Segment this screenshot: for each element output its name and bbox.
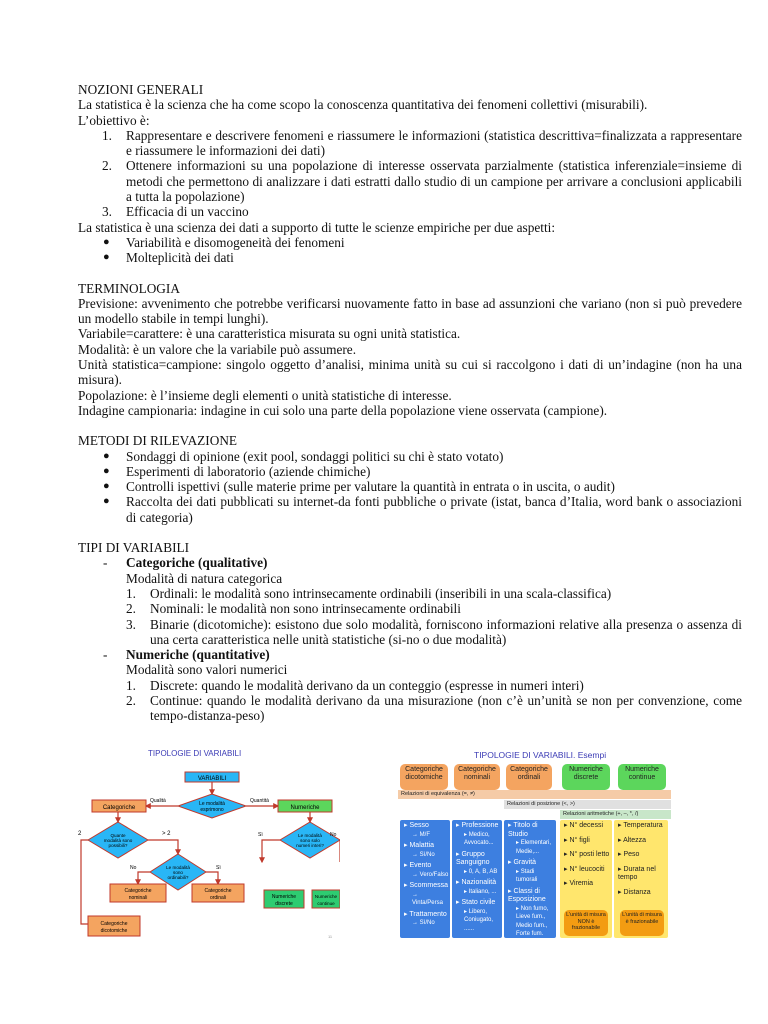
example-item: ▸ Distanza	[618, 888, 651, 896]
numeriche-item: 1. Discrete: quando le modalità derivano da un conteggio (espresse in numeri interi)	[126, 677, 584, 693]
heading-terminologia: TERMINOLOGIA	[78, 280, 180, 296]
flow-num-discrete-2: discrete	[275, 901, 293, 907]
heading-nozioni: NOZIONI GENERALI	[78, 82, 204, 97]
term-line: Modalità: è un valore che la variabile può assumere.	[78, 341, 357, 357]
flow-cat-ordinali-2: ordinali	[209, 895, 227, 901]
figures-area	[78, 742, 742, 942]
flow-num-continue-2: continue	[317, 901, 335, 906]
relation-equivalenza: Relazioni di equivalenza (=, ≠)	[398, 790, 671, 799]
flow-interi-1: Le modalità	[298, 833, 322, 838]
flow-cat-dicotomiche-1: Categoriche	[100, 921, 128, 927]
flow-gt2: > 2	[162, 831, 171, 837]
flow-ordinabili-1: Le modalità	[166, 865, 190, 870]
flow-num-discrete-1: Numeriche	[271, 894, 297, 900]
example-item: ▸ Peso	[618, 851, 640, 858]
example-item: ▸ Durata nel tempo	[618, 865, 656, 881]
example-item: ▸ Professione ▸ Medico, Avvocato...	[456, 822, 499, 846]
example-item: ▸ N° posti letto	[564, 851, 610, 858]
dash-item-categoriche: - Categoriche (qualitative)	[103, 555, 268, 571]
flowchart-title: TIPOLOGIE DI VARIABILI	[148, 749, 242, 758]
note-discrete: L’unità di misura NON è frazionabile	[564, 910, 608, 936]
flow-ordinabili-2: sono	[173, 870, 183, 875]
flow-quante-3: possibili?	[108, 843, 128, 848]
flow-categoriche: Categoriche	[102, 805, 136, 811]
bullet-item: ● Molteplicità dei dati	[103, 250, 234, 266]
head-ordinali: Categoriche ordinali	[506, 764, 552, 790]
flow-cat-nominali-2: nominali	[128, 895, 148, 901]
flow-esprimono-2: esprimono	[200, 807, 224, 813]
flow-variabili: VARIABILI	[197, 776, 227, 782]
example-item: ▸ Viremia	[564, 880, 594, 887]
categoriche-item: 2. Nominali: le modalità non sono intrinsecamente ordinabili	[126, 601, 461, 617]
flow-page-number: 11	[328, 934, 333, 939]
bullet-item: ● Controlli ispettivi (sulle materie prime per valutare la quantità in entrata o in uscita, o audit)	[103, 479, 615, 495]
categoriche-item: 3. Binarie (dicotomiche): esistono due solo modalità, forniscono informazioni relative alla presenza o assenza di una certa caratteristica nelle unità statistiche (si-no o due modalità)	[126, 616, 742, 647]
flow-cat-dicotomiche-2: dicotomiche	[100, 928, 128, 934]
example-item: ▸ N° figli	[564, 836, 590, 844]
example-item: ▸ Scommessa → Vinta/Persa	[404, 882, 448, 906]
objective-item: 2. Ottenere informazioni su una popolazione di interesse osservata parzialmente (statistica inferenziale=insieme di metodi che permettono di analizzare i dati estratti dallo studio di un campione per arrivare a conclusioni applicabili a tutta la popolazione)	[102, 158, 742, 205]
example-item: ▸ Nazionalità ▸ Italiano, ...	[456, 879, 497, 895]
flow-two: 2	[78, 831, 82, 837]
example-item: ▸ Titolo di Studio ▸ Elementari, Medie,...	[508, 822, 552, 855]
heading-tipi: TIPI DI VARIABILI	[78, 540, 190, 556]
example-item: ▸ N° decessi	[564, 822, 604, 829]
flow-quante-1: Quante	[110, 833, 126, 838]
example-item: ▸ Classi di Esposizione ▸ Non fumo, Lieve fum., Medio fum., Forte fum.	[508, 887, 549, 937]
term-line: Unità statistica=campione: singolo oggetto d’analisi, minima unità su cui si raccolgono i dati di un’indagine (non ha una misura).	[78, 357, 742, 388]
examples-col-2	[456, 822, 502, 936]
example-item: ▸ Trattamento → Sì/No	[404, 910, 447, 926]
head-continue: Numeriche continue	[618, 764, 666, 790]
example-item: ▸ Gruppo Sanguigno ▸ 0, A, B, AB	[456, 850, 498, 875]
examples-col-3	[508, 822, 556, 942]
flow-cat-nominali-1: Categoriche	[124, 888, 152, 894]
example-item: ▸ Altezza	[618, 836, 647, 844]
objective-item: 1. Rappresentare e descrivere fenomeni e riassumere le informazioni (statistica descrittiva=finalizzata a rappresentare e riassumere le informazioni dei dati)	[102, 127, 742, 159]
relation-posizione: Relazioni di posizione (<, >)	[504, 800, 671, 809]
flow-no-1: No	[130, 865, 137, 871]
flow-quante-2: modalità sono	[103, 838, 133, 843]
document-text	[78, 82, 742, 724]
note-continue: L’unità di misura è frazionabile	[620, 910, 664, 936]
flow-si-1: Sì	[216, 865, 221, 871]
example-item: ▸ Stato civile ▸ Libero, Coniugato, ......	[456, 899, 496, 932]
flow-qualita: Qualità	[150, 798, 166, 804]
relation-aritmetiche: Relazioni aritmetiche (+, –, *, /)	[560, 810, 671, 819]
flow-cat-ordinali-1: Categoriche	[204, 888, 232, 894]
categoriche-item: 1. Ordinali: le modalità sono intrinsecamente ordinabili (inseribili in una scala-classifica)	[126, 585, 612, 601]
example-item: ▸ Malattia → Sì/No	[404, 842, 435, 858]
flow-no-2: No	[330, 832, 337, 838]
head-nominali: Categoriche nominali	[454, 764, 500, 790]
term-line: Popolazione: è l’insieme degli elementi o unità statistiche di interesse.	[78, 387, 452, 403]
flow-num-continue-1: Numeriche	[314, 894, 338, 899]
dash-item-numeriche: - Numeriche (quantitative)	[103, 647, 270, 663]
heading-metodi: METODI DI RILEVAZIONE	[78, 433, 238, 449]
example-item: ▸ N° leucociti	[564, 865, 605, 873]
bullet-item: ● Variabilità e disomogeneità dei fenomeni	[103, 234, 345, 250]
term-line: Variabile=carattere: è una caratteristica misurata su ogni unità statistica.	[78, 326, 461, 342]
example-item: ▸ Evento → Vero/Falso	[404, 862, 449, 878]
flowchart-figure	[78, 742, 340, 940]
flow-interi-3: numeri interi?	[296, 843, 324, 848]
flow-si-2: Sì	[258, 832, 263, 838]
paragraph-intro: La statistica è la scienza che ha come scopo la conoscenza quantitativa dei fenomeni collettivi (misurabili).	[78, 97, 648, 113]
numeriche-item: 2. Continue: quando le modalità derivano da una misurazione (non c’è un’unità se non per convenzione, come tempo-distanza-peso)	[126, 692, 742, 724]
examples-title: TIPOLOGIE DI VARIABILI. Esempi	[474, 750, 607, 760]
flow-interi-2: sono solo	[300, 838, 320, 843]
numeriche-desc: Modalità sono valori numerici	[126, 662, 288, 678]
bullet-item: ● Esperimenti di laboratorio (aziende chimiche)	[103, 463, 371, 479]
term-line: Previsione: avvenimento che potrebbe verificarsi nuovamente fatto in base ad assunzioni che variano (non si può prevedere un modello stabile in tempi lunghi).	[78, 295, 742, 327]
objective-item: 3. Efficacia di un vaccino	[102, 204, 249, 220]
flow-numeriche: Numeriche	[290, 805, 320, 811]
head-dicotomiche: Categoriche dicotomiche	[400, 764, 448, 790]
head-discrete: Numeriche discrete	[562, 764, 610, 790]
example-item: ▸ Temperatura	[618, 822, 663, 829]
example-item: ▸ Gravità ▸ Stadi tumorali	[508, 859, 538, 883]
examples-col-5	[618, 822, 668, 900]
flow-esprimono-1: Le modalità	[199, 801, 225, 807]
bullet-item: ● Raccolta dei dati pubblicati su internet-da fonti pubbliche o private (istat, banca d’Italia, word bank o associazioni di categoria)	[103, 494, 742, 525]
flow-quantita: Quantità	[250, 798, 269, 804]
examples-col-4	[564, 822, 612, 892]
paragraph-science: La statistica è una scienza dei dati a supporto di tutte le scienze empiriche per due aspetti:	[78, 219, 556, 235]
example-item: ▸ Sesso → M/F	[404, 822, 431, 838]
flow-ordinabili-3: ordinabili?	[167, 875, 189, 880]
bullet-item: ● Sondaggi di opinione (exit pool, sondaggi politici su chi è stato votato)	[103, 448, 504, 464]
examples-figure	[398, 742, 672, 940]
categoriche-desc: Modalità di natura categorica	[126, 570, 283, 586]
term-line: Indagine campionaria: indagine in cui solo una parte della popolazione viene osservata (campione).	[78, 402, 608, 418]
examples-col-1	[404, 822, 450, 931]
objective-label: L’obiettivo è:	[78, 112, 150, 128]
